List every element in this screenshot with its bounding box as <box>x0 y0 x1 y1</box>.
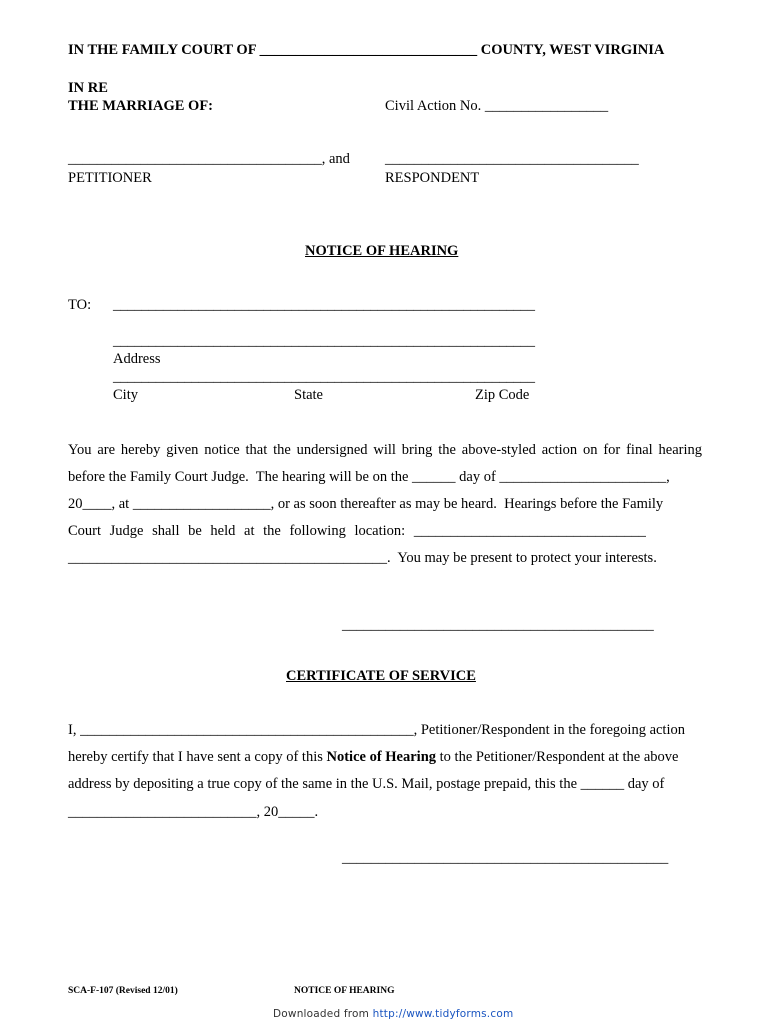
tidyforms-link[interactable]: http://www.tidyforms.com <box>372 1008 514 1020</box>
footer-form-title: NOTICE OF HEARING <box>294 986 395 996</box>
notice-body-line-4[interactable]: Court Judge shall be held at the following location: ________________________________ <box>68 523 646 539</box>
certificate-line-1[interactable]: I, ______________________________________________, Petitioner/Respondent in the foregoing action <box>68 722 685 738</box>
notice-of-hearing-emphasis: Notice of Hearing <box>326 749 437 765</box>
zip-code-label: Zip Code <box>475 387 530 403</box>
certificate-line-4[interactable]: __________________________, 20_____. <box>68 804 319 820</box>
certificate-line-3[interactable]: address by depositing a true copy of the same in the U.S. Mail, postage prepaid, this the ______ day of <box>68 776 665 792</box>
marriage-of-label: THE MARRIAGE OF: <box>68 98 213 114</box>
certificate-line-2-pre: hereby certify that I have sent a copy of this <box>68 749 327 765</box>
petitioner-label: PETITIONER <box>68 170 152 186</box>
petitioner-name-field[interactable]: ___________________________________, and <box>68 151 350 167</box>
notice-signature-line[interactable]: ___________________________________________ <box>342 617 654 633</box>
downloaded-from-label: Downloaded from <box>273 1008 373 1020</box>
certificate-line-2-post: to the Petitioner/Respondent at the above <box>436 749 679 765</box>
state-label: State <box>294 387 323 403</box>
civil-action-field[interactable]: Civil Action No. _________________ <box>385 98 609 114</box>
to-address-field[interactable]: ___________________________________________________________ <box>113 333 535 349</box>
in-re-label: IN RE <box>68 80 108 96</box>
respondent-name-field[interactable]: ___________________________________ <box>385 151 639 167</box>
to-label: TO: <box>68 297 92 313</box>
download-notice <box>273 1008 513 1020</box>
certificate-title: CERTIFICATE OF SERVICE <box>286 668 476 684</box>
notice-title: NOTICE OF HEARING <box>305 243 459 259</box>
certificate-signature-line[interactable]: _____________________________________________ <box>342 850 669 866</box>
notice-body-line-5[interactable]: ____________________________________________. You may be present to protect your interests. <box>68 550 657 566</box>
notice-body-line-2[interactable]: before the Family Court Judge. The hearing will be on the ______ day of _______________________, <box>68 469 670 485</box>
city-label: City <box>113 387 138 403</box>
respondent-label: RESPONDENT <box>385 170 480 186</box>
form-id: SCA-F-107 (Revised 12/01) <box>68 986 178 996</box>
notice-body-line-1: You are hereby given notice that the undersigned will bring the above-styled action on for final hearing <box>68 442 702 458</box>
to-name-field[interactable]: ___________________________________________________________ <box>113 297 535 313</box>
address-label: Address <box>113 351 161 367</box>
to-city-state-zip-field[interactable]: ___________________________________________________________ <box>113 369 535 385</box>
court-heading: IN THE FAMILY COURT OF ______________________________ COUNTY, WEST VIRGINIA <box>68 42 665 58</box>
certificate-line-2 <box>68 749 678 766</box>
notice-body-line-3[interactable]: 20____, at ___________________, or as soon thereafter as may be heard. Hearings before the Family <box>68 496 664 512</box>
